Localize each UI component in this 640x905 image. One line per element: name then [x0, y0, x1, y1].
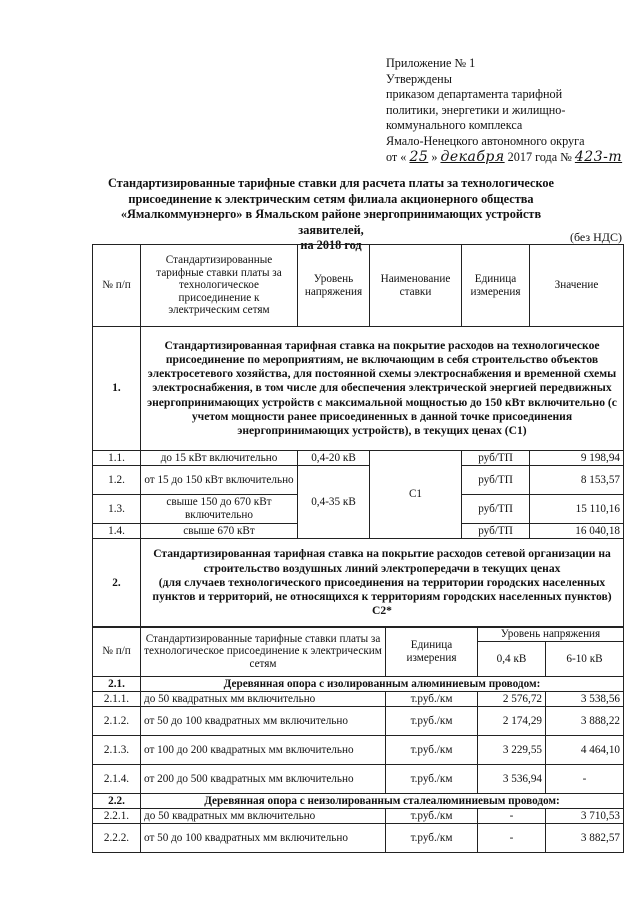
approval-order-line: коммунального комплекса	[386, 118, 523, 133]
section-row	[93, 327, 624, 451]
header-num: № п/п	[93, 627, 141, 677]
section-num: 1.	[93, 327, 141, 451]
tariff-table-c1	[92, 244, 624, 628]
section-description: Стандартизированная тарифная ставка на покрытие расходов сетевой организации на строительство воздушных линий электропередачи в текущих ценах (для случаев технологического присоединения на территории городских населенных пунктов и территорий, не относящихся к территориям городских населенных пунктов) С2*	[141, 539, 624, 628]
header-voltage-04: 0,4 кВ	[478, 642, 546, 677]
table-row: 1.3. свыше 150 до 670 кВт включительно руб/ТП 15 110,16	[93, 495, 624, 524]
approval-order-line: Ямало-Ненецкого автономного округа	[386, 133, 585, 148]
header-unit: Единица измерения	[462, 245, 530, 327]
rate-code: С1	[370, 451, 462, 539]
section-num: 2.	[93, 539, 141, 628]
appendix-label: Приложение № 1	[386, 56, 476, 70]
header-unit: Единица измерения	[386, 627, 478, 677]
header-name: Стандартизированные тарифные ставки платы за технологическое присоединение к электрическим сетям	[141, 245, 298, 327]
group-row: 2.2. Деревянная опора с неизолированным сталеалюминиевым проводом:	[93, 794, 624, 809]
header-voltage-610: 6-10 кВ	[546, 642, 624, 677]
section-row	[93, 539, 624, 628]
approved-label: Утверждены	[386, 71, 452, 86]
handwritten-month: декабря	[440, 148, 505, 165]
header-rate-name: Наименование ставки	[370, 245, 462, 327]
table-header-row	[93, 627, 624, 642]
table-row: 2.2.1. до 50 квадратных мм включительно т.руб./км - 3 710,53	[93, 809, 624, 824]
header-name: Стандартизированные тарифные ставки платы за технологическое присоединение к электрическим сетям	[141, 627, 386, 677]
table-row: 1.4. свыше 670 кВт руб/ТП 16 040,18	[93, 524, 624, 539]
document-title: Стандартизированные тарифные ставки для расчета платы за технологическое присоединение к электрическим сетям филиала акционерного общества «Ямалкоммунэнерго» в Ямальском районе энергопринимающих устройств заявителей, на 2018 год	[107, 176, 555, 253]
table-row: 2.1.4. от 200 до 500 квадратных мм включительно т.руб./км 3 536,94 -	[93, 765, 624, 794]
handwritten-day: 25	[409, 148, 429, 165]
header-voltage: Уровень напряжения	[298, 245, 370, 327]
approval-order-line: приказом департамента тарифной	[386, 87, 563, 102]
header-num: № п/п	[93, 245, 141, 327]
header-voltage: Уровень напряжения	[478, 627, 624, 642]
table-row: 2.1.3. от 100 до 200 квадратных мм включительно т.руб./км 3 229,55 4 464,10	[93, 736, 624, 765]
table-row: 1.2. от 15 до 150 кВт включительно 0,4-35 кВ руб/ТП 8 153,57	[93, 466, 624, 495]
handwritten-order-number: 423-т	[574, 148, 623, 165]
group-row: 2.1. Деревянная опора с изолированным алюминиевым проводом:	[93, 677, 624, 692]
vat-note: (без НДС)	[569, 230, 622, 244]
tariff-table-c2	[92, 626, 624, 853]
approval-block	[386, 56, 636, 165]
approval-order-line: политики, энергетики и жилищно-	[386, 102, 566, 117]
table-row: 2.1.1. до 50 квадратных мм включительно т.руб./км 2 576,72 3 538,56	[93, 692, 624, 707]
table-row: 2.2.2. от 50 до 100 квадратных мм включительно т.руб./км - 3 882,57	[93, 824, 624, 853]
table-header-row	[93, 245, 624, 327]
header-value: Значение	[530, 245, 624, 327]
section-description: Стандартизированная тарифная ставка на покрытие расходов на технологическое присоединение по мероприятиям, не включающим в себя строительство объектов электросетевого хозяйства, для постоянной схемы электроснабжения и временной схемы электроснабжения, в том числе для обеспечения электрической энергией передвижных энергопринимающих устройств с максимальной мощностью до 150 кВт включительно (с учетом мощности ранее присоединенных в данной точке присоединения энергопринимающих устройств), в текущих ценах (С1)	[141, 327, 624, 451]
table-row: 2.1.2. от 50 до 100 квадратных мм включительно т.руб./км 2 174,29 3 888,22	[93, 707, 624, 736]
table-row: 1.1. до 15 кВт включительно 0,4-20 кВ С1 руб/ТП 9 198,94	[93, 451, 624, 466]
approval-date-line: от « 25 » декабря 2017 года № 423-т	[386, 148, 623, 165]
